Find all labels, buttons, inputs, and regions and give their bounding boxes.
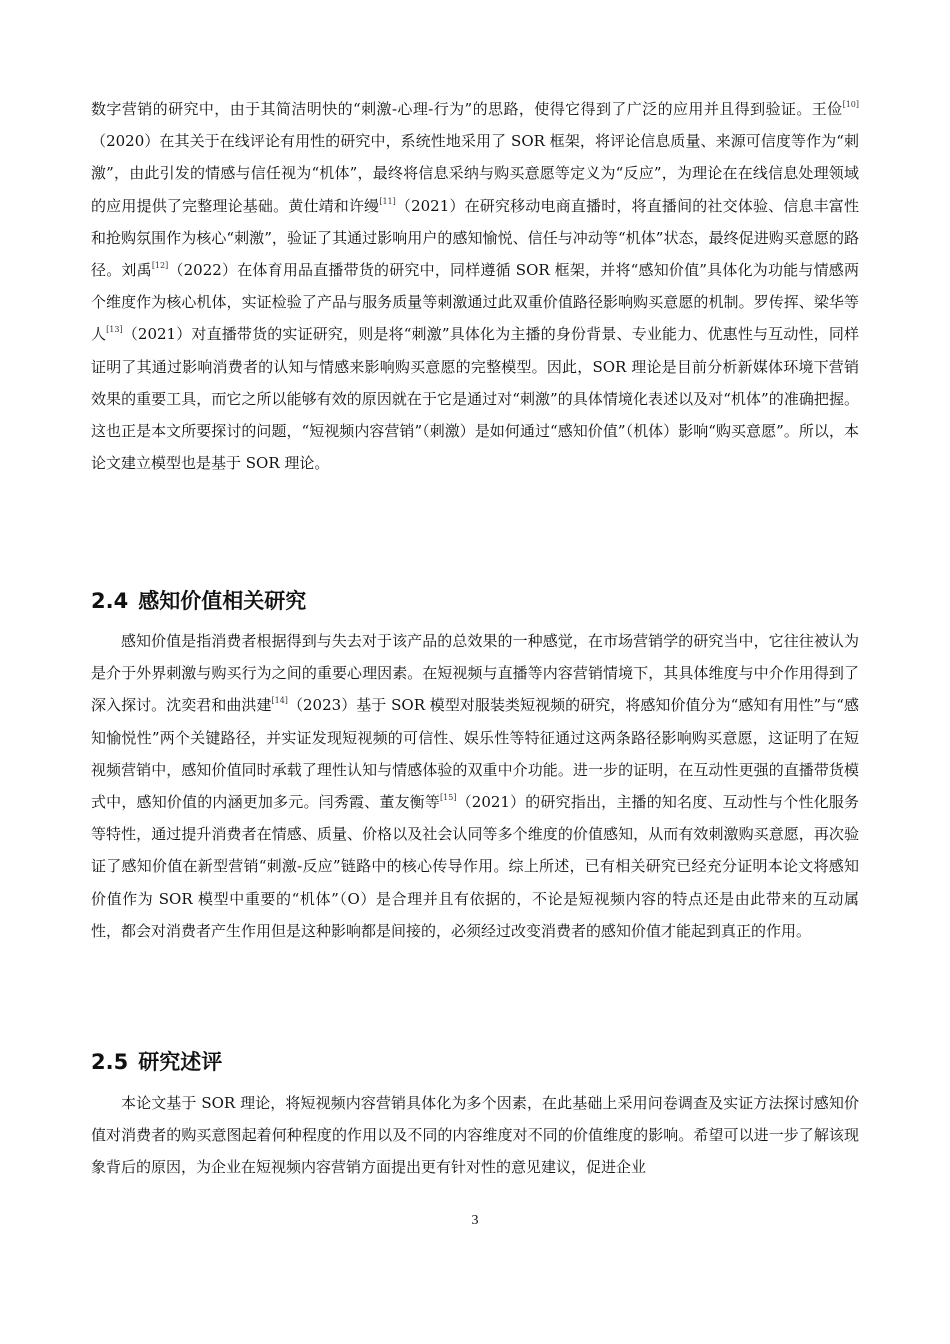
paragraph-text: 本论文基于 SOR 理论，将短视频内容营销具体化为多个因素，在此基础上采用问卷调查及实证方法探讨感知价值对消费者的购买意图起着何种程度的作用以及不同的内容维度对不同的价值维度的影响。希望可以进一步了解该现象背后的原因，为企业在短视频内容营销方面提出更有针对性的意见建议，促进企业 [91, 1094, 859, 1177]
section-heading-2-4 [91, 586, 306, 616]
citation-10: [10] [842, 100, 859, 109]
paragraph-text: 感知价值是指消费者根据得到与失去对于该产品的总效果的一种感觉，在市场营销学的研究当中，它往往被认为是介于外界刺激与购买行为之间的重要心理因素。在短视频与直播等内容营销情境下，其具体维度与中介作用得到了深入探讨。沈奕君和曲洪建 [91, 632, 859, 715]
paragraph-text: （2021）在研究移动电商直播时，将直播间的社交体验、信息丰富性和抢购氛围作为核心“刺激”，验证了其通过影响用户的感知愉悦、信任与冲动等“机体”状态，最终促进购买意愿的路径。刘禹 [91, 196, 859, 280]
paragraph-text: 数字营销的研究中，由于其简洁明快的“刺激-心理-行为”的思路，使得它得到了广泛的应用并且得到验证。王俭 [91, 100, 843, 118]
citation-13: [13] [106, 325, 123, 335]
paragraph-sor-studies [91, 93, 859, 479]
citation-12: [12] [151, 261, 169, 271]
citation-14: [14] [271, 696, 288, 706]
paragraph-text: （2021）的研究指出，主播的知名度、互动性与个性化服务等特性，通过提升消费者在情感、质量、价格以及社会认同等多个维度的价值感知，从而有效刺激购买意愿，再次验证了感知价值在新型营销“刺激-反应”链路中的核心传导作用。综上所述，已有相关研究已经充分证明本论文将感知价值作为 SOR 模型中重要的“机体”（O）是合理并且有依据的，不论是短视频内容的特点还是由此带来的互动属性，都会对消费者产生作用但是这种影响都是间接的，必须经过改变消费者的感知价值才能起到真正的作用。 [91, 793, 859, 940]
paragraph-text: （2020）在其关于在线评论有用性的研究中，系统性地采用了 SOR 框架，将评论信息质量、来源可信度等作为“刺激”，由此引发的情感与信任视为“机体”，最终将信息采纳与购买意愿等定义为“反应”，为理论在在线信息处理领域的应用提供了完整理论基础。黄仕靖和许缦 [91, 132, 859, 215]
section-title: 感知价值相关研究 [138, 589, 307, 613]
section-title: 研究述评 [138, 1050, 223, 1074]
section-heading-2-5 [91, 1047, 222, 1077]
paragraph-perceived-value [91, 625, 859, 947]
paragraph-text: （2021）对直播带货的实证研究，则是将“刺激”具体化为主播的身份背景、专业能力、优惠性与互动性，同样证明了其通过影响消费者的认知与情感来影响购买意愿的完整模型。因此，SOR 理论是目前分析新媒体环境下营销效果的重要工具，而它之所以能够有效的原因就在于它是通过对“刺激”的具体情境化表述以及对“机体”的准确把握。这也正是本文所要探讨的问题，“短视频内容营销”（刺激）是如何通过“感知价值”（机体）影响“购买意愿”。所以，本论文建立模型也是基于 SOR 理论。 [91, 325, 859, 473]
section-number: 2.5 [91, 1050, 129, 1074]
page-number: 3 [471, 1213, 479, 1228]
section-number: 2.4 [91, 589, 129, 613]
citation-11: [11] [379, 196, 396, 206]
paragraph-review [91, 1087, 859, 1184]
citation-15: [15] [440, 793, 457, 803]
paragraph-text: （2022）在体育用品直播带货的研究中，同样遵循 SOR 框架，并将“感知价值”具体化为功能与情感两个维度作为核心机体，实证检验了产品与服务质量等刺激通过此双重价值路径影响购买意愿的机制。罗传挥、梁华等人 [91, 261, 859, 344]
paragraph-text: （2023）基于 SOR 模型对服装类短视频的研究，将感知价值分为“感知有用性”与“感知愉悦性”两个关键路径，并实证发现短视频的可信性、娱乐性等特征通过这两条路径影响购买意愿，这证明了在短视频营销中，感知价值同时承载了理性认知与情感体验的双重中介功能。进一步的证明，在互动性更强的直播带货模式中，感知价值的内涵更加多元。闫秀霞、董友衡等 [91, 696, 859, 812]
